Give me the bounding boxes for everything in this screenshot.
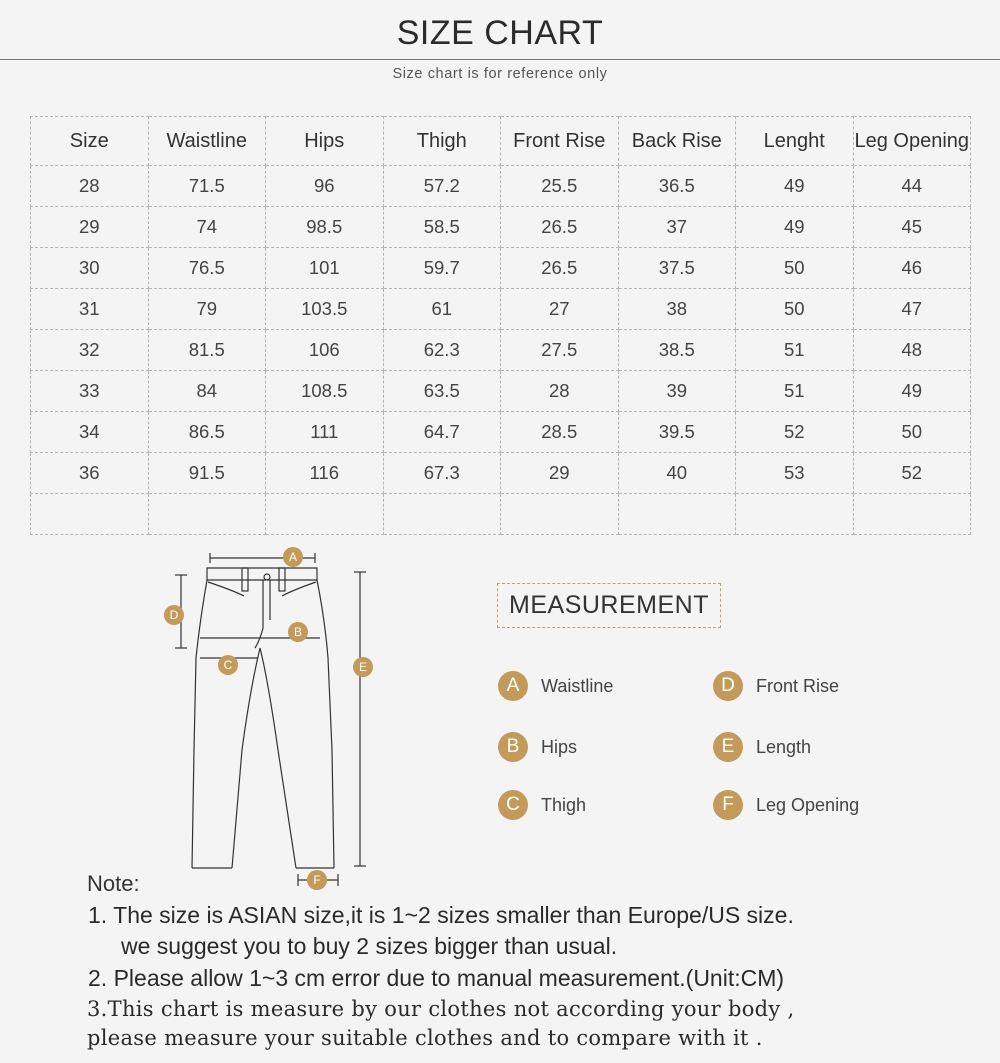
legend-item-length [713,732,811,762]
table-cell: 49 [736,207,854,248]
page-subtitle: Size chart is for reference only [392,66,608,82]
column-header-thigh: Thigh [383,117,501,166]
legend-label: Thigh [541,794,587,815]
legend-badge-c: C [498,790,528,820]
table-cell: 61 [383,289,501,330]
title-divider [0,59,1000,60]
note-line-3-continued: please measure your suitable clothes and to compare with it . [87,1026,763,1050]
table-cell-empty [148,494,266,535]
table-cell: 28.5 [501,412,619,453]
table-cell: 96 [266,166,384,207]
table-cell: 84 [148,371,266,412]
table-cell: 52 [853,453,971,494]
table-cell: 37.5 [618,248,736,289]
size-table [30,116,971,535]
table-cell: 79 [148,289,266,330]
legend-badge-b: B [498,732,528,762]
table-cell-empty [501,494,619,535]
table-header-row [31,117,971,166]
table-row [31,248,971,289]
table-cell: 26.5 [501,207,619,248]
marker-c: C [218,655,238,675]
table-cell: 40 [618,453,736,494]
marker-d: D [164,605,184,625]
note-line-2: 2. Please allow 1~3 cm error due to manual measurement.(Unit:CM) [88,965,785,991]
table-cell: 38 [618,289,736,330]
table-cell: 50 [853,412,971,453]
column-header-length: Lenght [736,117,854,166]
table-cell: 58.5 [383,207,501,248]
table-cell: 74 [148,207,266,248]
table-cell: 28 [31,166,149,207]
table-cell: 67.3 [383,453,501,494]
legend-badge-d: D [713,671,743,701]
table-cell: 39.5 [618,412,736,453]
table-row [31,289,971,330]
table-row [31,330,971,371]
legend-badge-a: A [498,671,528,701]
legend-item-hips [498,732,577,762]
table-cell-empty [383,494,501,535]
table-cell: 51 [736,371,854,412]
legend-label: Front Rise [756,675,840,696]
table-cell: 34 [31,412,149,453]
table-cell: 30 [31,248,149,289]
table-cell: 49 [853,371,971,412]
table-cell: 63.5 [383,371,501,412]
marker-e: E [353,657,373,677]
table-cell: 32 [31,330,149,371]
table-cell: 91.5 [148,453,266,494]
legend-item-leg-opening [713,790,859,820]
table-cell: 39 [618,371,736,412]
legend-item-waistline [498,671,613,701]
table-cell: 64.7 [383,412,501,453]
page-title: SIZE CHART [396,14,604,52]
table-cell: 71.5 [148,166,266,207]
table-cell: 57.2 [383,166,501,207]
table-cell: 101 [266,248,384,289]
table-cell: 36 [31,453,149,494]
table-row [31,166,971,207]
table-cell: 59.7 [383,248,501,289]
legend-label: Waistline [541,675,614,696]
table-cell: 98.5 [266,207,384,248]
marker-a: A [283,547,303,567]
column-header-back-rise: Back Rise [618,117,736,166]
table-cell-empty [31,494,149,535]
table-cell-empty [266,494,384,535]
legend-badge-e: E [713,732,743,762]
table-cell: 36.5 [618,166,736,207]
legend-item-thigh [498,790,586,820]
table-cell: 46 [853,248,971,289]
note-line-1: 1. The size is ASIAN size,it is 1~2 sizes smaller than Europe/US size. [88,902,794,928]
table-cell: 106 [266,330,384,371]
pants-outline-icon [160,540,390,895]
table-row [31,412,971,453]
legend-badge-f: F [713,790,743,820]
legend-label: Hips [541,736,578,757]
table-cell: 108.5 [266,371,384,412]
legend-label: Leg Opening [756,794,860,815]
table-cell: 45 [853,207,971,248]
table-cell: 76.5 [148,248,266,289]
table-cell-empty [853,494,971,535]
table-cell: 51 [736,330,854,371]
table-cell: 38.5 [618,330,736,371]
table-cell: 47 [853,289,971,330]
legend-label: Length [756,736,812,757]
table-cell: 29 [31,207,149,248]
table-cell: 28 [501,371,619,412]
table-cell: 44 [853,166,971,207]
pants-diagram [160,540,390,895]
table-cell: 50 [736,289,854,330]
table-cell: 26.5 [501,248,619,289]
table-cell: 81.5 [148,330,266,371]
table-cell: 29 [501,453,619,494]
marker-b: B [288,622,308,642]
measurement-title: MEASUREMENT [497,583,721,628]
table-empty-row [31,494,971,535]
column-header-size: Size [31,117,149,166]
column-header-waistline: Waistline [148,117,266,166]
table-cell: 111 [266,412,384,453]
table-cell: 33 [31,371,149,412]
table-row [31,207,971,248]
table-cell: 52 [736,412,854,453]
table-cell: 25.5 [501,166,619,207]
table-cell: 31 [31,289,149,330]
table-cell: 49 [736,166,854,207]
table-cell: 48 [853,330,971,371]
table-cell: 50 [736,248,854,289]
table-cell-empty [736,494,854,535]
table-row [31,371,971,412]
table-row [31,453,971,494]
table-cell: 37 [618,207,736,248]
note-title: Note: [87,871,140,896]
legend-item-front-rise [713,671,839,701]
table-cell: 103.5 [266,289,384,330]
column-header-leg-opening: Leg Opening [853,117,971,166]
table-cell: 27.5 [501,330,619,371]
table-cell: 53 [736,453,854,494]
table-cell: 27 [501,289,619,330]
marker-f: F [307,870,327,890]
note-line-1-continued: we suggest you to buy 2 sizes bigger than usual. [121,933,618,959]
column-header-hips: Hips [266,117,384,166]
table-cell: 116 [266,453,384,494]
table-cell: 86.5 [148,412,266,453]
column-header-front-rise: Front Rise [501,117,619,166]
table-cell: 62.3 [383,330,501,371]
note-line-3: 3.This chart is measure by our clothes not according your body , [87,997,795,1021]
table-cell-empty [618,494,736,535]
